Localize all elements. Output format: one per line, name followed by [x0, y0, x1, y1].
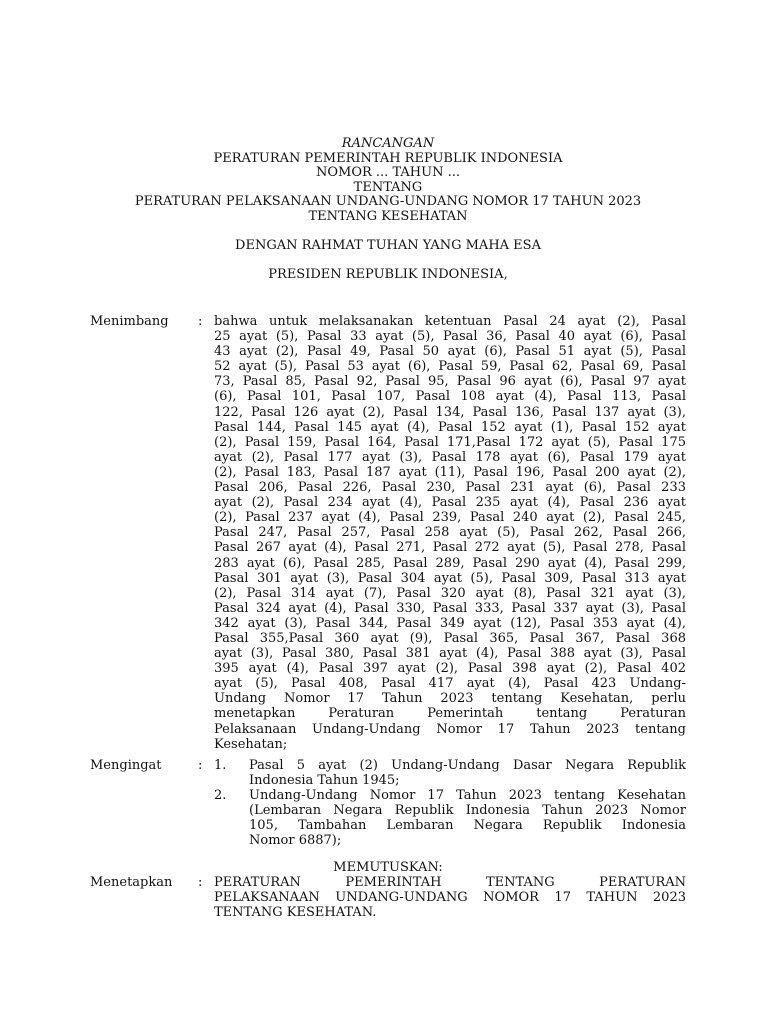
text-line: bahwa untuk melaksanakan ketentuan Pasal 24 ayat (2), Pasal — [214, 314, 686, 329]
text-line: Pasal 324 ayat (4), Pasal 330, Pasal 333, Pasal 337 ayat (3), Pasal — [214, 600, 686, 616]
document-header — [90, 137, 686, 283]
text-line: 52 ayat (5), Pasal 53 ayat (6), Pasal 59, Pasal 62, Pasal 69, Pasal — [214, 359, 686, 375]
text-line: Kesehatan; — [214, 736, 288, 752]
text-line: Pasal 144, Pasal 145 ayat (4), Pasal 152 ayat (1), Pasal 152 ayat — [214, 419, 686, 435]
menetapkan-colon: : — [198, 875, 203, 890]
text-line: (6), Pasal 101, Pasal 107, Pasal 108 ayat (4), Pasal 113, Pasal — [214, 389, 686, 405]
text-line: 25 ayat (5), Pasal 33 ayat (5), Pasal 36, Pasal 40 ayat (6), Pasal — [214, 329, 686, 345]
text-line: ayat (2), Pasal 234 ayat (4), Pasal 235 ayat (4), Pasal 236 ayat — [214, 495, 686, 511]
menimbang-colon: : — [198, 314, 203, 329]
text-line: Pasal 301 ayat (3), Pasal 304 ayat (5), Pasal 309, Pasal 313 ayat — [214, 570, 686, 586]
item-number: 2. — [214, 788, 227, 804]
text-line: ayat (5), Pasal 408, Pasal 417 ayat (4), Pasal 423 Undang- — [214, 676, 686, 692]
text-line: Nomor 6887); — [249, 833, 342, 849]
menetapkan-label: Menetapkan — [90, 875, 173, 890]
text-line: Pasal 355,Pasal 360 ayat (9), Pasal 365, Pasal 367, Pasal 368 — [214, 630, 686, 646]
text-line: ayat (2), Pasal 177 ayat (3), Pasal 178 ayat (6), Pasal 179 ayat — [214, 449, 686, 465]
menimbang-section — [90, 314, 686, 752]
regulation-title: PERATURAN PELAKSANAAN UNDANG-UNDANG NOMOR 17 TAHUN 2023 — [134, 194, 642, 210]
menetapkan-section — [90, 875, 686, 925]
mengingat-list — [214, 758, 686, 849]
text-line: Pasal 5 ayat (2) Undang-Undang Dasar Negara Republik — [249, 758, 686, 773]
text-line: menetapkan Peraturan Pemerintah tentang Peraturan — [214, 706, 686, 722]
text-line: Undang-Undang Nomor 17 Tahun 2023 tentang Kesehatan — [249, 788, 686, 804]
text-line: 342 ayat (3), Pasal 344, Pasal 349 ayat (12), Pasal 353 ayat (4), — [214, 615, 686, 631]
text-line: (2), Pasal 237 ayat (4), Pasal 239, Pasal 240 ayat (2), Pasal 245, — [214, 510, 686, 526]
draft-label: RANCANGAN — [341, 136, 435, 151]
text-line: (2), Pasal 183, Pasal 187 ayat (11), Pasal 196, Pasal 200 ayat (2), — [214, 464, 686, 480]
menimbang-label: Menimbang — [90, 314, 169, 329]
menetapkan-text — [214, 875, 686, 920]
text-line: Indonesia Tahun 1945; — [249, 773, 400, 789]
text-line: 283 ayat (6), Pasal 285, Pasal 289, Pasal 290 ayat (4), Pasal 299, — [214, 555, 686, 571]
text-line: PELAKSANAAN UNDANG-UNDANG NOMOR 17 TAHUN 2023 — [214, 890, 686, 906]
memutuskan-heading: MEMUTUSKAN: — [333, 860, 443, 875]
regulation-type: PERATURAN PEMERINTAH REPUBLIK INDONESIA — [213, 150, 563, 166]
text-line: ayat (3), Pasal 380, Pasal 381 ayat (4), Pasal 388 ayat (3), Pasal — [214, 646, 686, 662]
item-number: 1. — [214, 758, 227, 773]
text-line: Pasal 206, Pasal 226, Pasal 230, Pasal 231 ayat (6), Pasal 233 — [214, 480, 686, 496]
menimbang-text — [214, 314, 686, 752]
regulation-number: NOMOR ... TAHUN ... — [316, 165, 460, 181]
text-line: Pasal 267 ayat (4), Pasal 271, Pasal 272 ayat (5), Pasal 278, Pasal — [214, 540, 686, 556]
text-line: (Lembaran Negara Republik Indonesia Tahun 2023 Nomor — [249, 803, 686, 819]
mengingat-label: Mengingat — [90, 758, 162, 773]
text-line: Undang Nomor 17 Tahun 2023 tentang Kesehatan, perlu — [214, 691, 686, 707]
item-text — [249, 758, 686, 788]
mengingat-item — [214, 788, 686, 848]
text-line: 105, Tambahan Lembaran Negara Republik Indonesia — [249, 818, 686, 834]
text-line: Pelaksanaan Undang-Undang Nomor 17 Tahun 2023 tentang — [214, 721, 686, 737]
text-line: (2), Pasal 314 ayat (7), Pasal 320 ayat (8), Pasal 321 ayat (3), — [214, 585, 686, 601]
rahmat-line: DENGAN RAHMAT TUHAN YANG MAHA ESA — [235, 237, 541, 253]
text-line: 122, Pasal 126 ayat (2), Pasal 134, Pasal 136, Pasal 137 ayat (3), — [214, 404, 686, 420]
item-text — [249, 788, 686, 848]
text-line: 73, Pasal 85, Pasal 92, Pasal 95, Pasal 96 ayat (6), Pasal 97 ayat — [214, 374, 686, 390]
text-line: 395 ayat (4), Pasal 397 ayat (2), Pasal 398 ayat (2), Pasal 402 — [214, 661, 686, 677]
mengingat-colon: : — [198, 758, 203, 773]
text-line: PERATURAN PEMERINTAH TENTANG PERATURAN — [214, 875, 686, 890]
text-line: Pasal 247, Pasal 257, Pasal 258 ayat (5), Pasal 262, Pasal 266, — [214, 525, 686, 541]
text-line: TENTANG KESEHATAN. — [214, 905, 377, 921]
regulation-title-cont: TENTANG KESEHATAN — [308, 208, 468, 224]
text-line: 43 ayat (2), Pasal 49, Pasal 50 ayat (6), Pasal 51 ayat (5), Pasal — [214, 344, 686, 360]
text-line: (2), Pasal 159, Pasal 164, Pasal 171,Pasal 172 ayat (5), Pasal 175 — [214, 434, 686, 450]
mengingat-section — [90, 758, 686, 848]
mengingat-item — [214, 758, 686, 788]
presiden-line: PRESIDEN REPUBLIK INDONESIA, — [268, 267, 508, 283]
tentang-label: TENTANG — [353, 179, 423, 195]
